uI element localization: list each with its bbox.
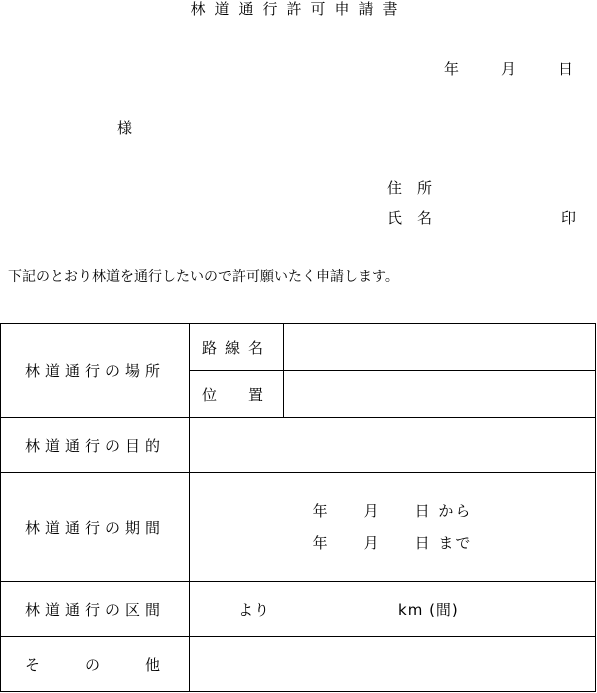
other-label-cell [1, 637, 190, 692]
purpose-label: 林道通行の目的 [24, 436, 165, 455]
applicant-name-label: 氏 名 [387, 209, 433, 227]
other-value-field[interactable] [190, 637, 596, 692]
period-label-cell [1, 473, 190, 582]
section-label-cell [1, 582, 190, 637]
section-value-field[interactable] [190, 582, 596, 637]
route-label-cell [190, 324, 284, 371]
applicant-address-label: 住 所 [387, 179, 433, 197]
document-title: 林道通行許可申請書 [190, 0, 407, 18]
purpose-value-field[interactable] [190, 418, 596, 473]
purpose-label-cell [1, 418, 190, 473]
section-label: 林道通行の区間 [24, 600, 165, 619]
period-from: 年 月 日 から [312, 502, 473, 520]
position-label: 位 置 [201, 385, 271, 404]
section-value: より km (間) [238, 600, 459, 619]
other-label: そ の 他 [24, 655, 165, 674]
period-to: 年 月 日 まで [312, 534, 473, 552]
position-label-cell [190, 371, 284, 418]
route-value-field[interactable] [284, 324, 596, 371]
date-line: 年 月 日 [443, 60, 577, 78]
period-label: 林道通行の期間 [24, 518, 165, 537]
place-label: 林道通行の場所 [24, 362, 165, 380]
position-value-field[interactable] [284, 371, 596, 418]
addressee-suffix: 様 [117, 119, 133, 137]
seal-mark: 印 [561, 209, 577, 227]
intro-text: 下記のとおり林道を通行したいので許可願いたく申請します。 [8, 269, 399, 285]
period-value-field[interactable] [190, 473, 596, 582]
place-label-cell [1, 324, 190, 418]
application-table [0, 323, 596, 692]
route-label: 路線名 [201, 338, 271, 357]
